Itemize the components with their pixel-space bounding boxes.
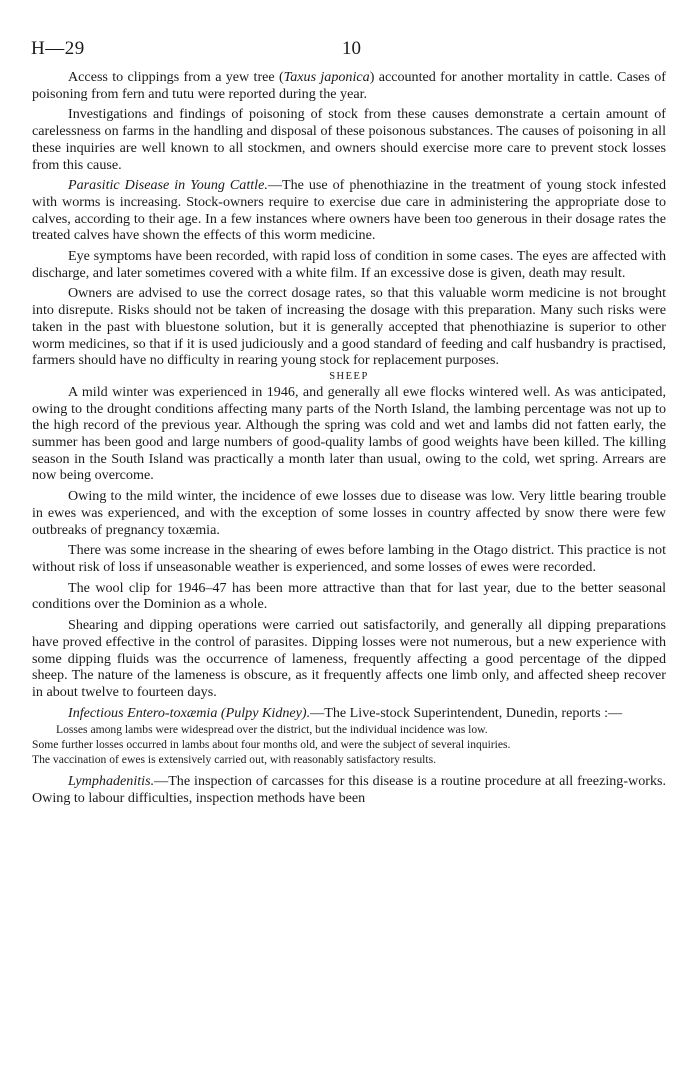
paragraph-mild-winter: A mild winter was experienced in 1946, and generally all ewe flocks wintered well. As was anticipated, owing to the drought conditions affecting many parts of the North Island, the lambing percentage was not up to the high record of the previous year. Although the spring was cold and wet and lambs did not fatten early, the summer has been good and large numbers of good-quality lambs of good weights have been killed. The killing season in the South Island was practically a month later than usual, owing to the cold, wet spring. Arrears are now being overcome.: [32, 383, 666, 484]
quote-line: Losses among lambs were widespread over the district, but the individual incidence was low.: [56, 723, 488, 737]
page-header: [31, 38, 669, 62]
paragraph-ewe-losses: Owing to the mild winter, the incidence of ewe losses due to disease was low. Very little bearing trouble in ewes was experienced, and with the exception of some losses in country affected by snow there were few outbreaks of pregnancy toxæmia.: [32, 488, 666, 538]
quote-line: Some further losses occurred in lambs about four months old, and were the subject of several inquiries.: [32, 737, 511, 751]
document-reference: H—29: [31, 38, 85, 59]
paragraph-eye-symptoms: Eye symptoms have been recorded, with rapid loss of condition in some cases. The eyes are affected with discharge, and later sometimes covered with a white film. If an excessive dose is given, death may result.: [32, 248, 666, 281]
body-text: [32, 69, 666, 811]
paragraph-yew-tree: Access to clippings from a yew tree (Taxus japonica) accounted for another mortality in cattle. Cases of poisoning from fern and tutu were reported during the year.: [32, 69, 666, 102]
paragraph-entero-toxaemia: Infectious Entero-toxæmia (Pulpy Kidney).—The Live-stock Superintendent, Dunedin, reports :—: [68, 704, 623, 721]
subheading-parasitic-disease: Parasitic Disease in Young Cattle.: [68, 177, 268, 194]
species-name: Taxus japonica: [283, 69, 370, 85]
subheading-lymphadenitis: Lymphadenitis.: [68, 773, 155, 790]
paragraph-dipping: Shearing and dipping operations were carried out satisfactorily, and generally all dipping preparations have proved effective in the control of parasites. Dipping losses were not numerous, but a new experience with some dipping fluids was the occurrence of lameness, frequently affecting a good percentage of the dipped sheep. The nature of the lameness is obscure, as it frequently affects one limb only, and affected sheep recover in about twelve to fourteen days.: [32, 617, 666, 700]
paragraph-investigations: Investigations and findings of poisoning of stock from these causes demonstrate a certain amount of carelessness on farms in the handling and disposal of these poisonous substances. The causes of poisoning in all these inquiries are well known to all stockmen, and owners should exercise more care to prevent stock losses from this cause.: [32, 106, 666, 173]
subheading-entero-toxaemia: Infectious Entero-toxæmia (Pulpy Kidney).: [68, 704, 311, 721]
section-heading-sheep: SHEEP: [329, 370, 369, 382]
paragraph-parasitic-disease: Parasitic Disease in Young Cattle.—The use of phenothiazine in the treatment of young stock infested with worms is increasing. Stock-owners require to exercise due care in administering the appropriate dose to calves, according to their age. In a few instances where owners have been too generous in their dosage rates the treated calves have shown the effects of this worm medicine.: [32, 177, 666, 244]
quoted-report: [32, 723, 666, 767]
paragraph-lymphadenitis: Lymphadenitis.—The inspection of carcasses for this disease is a routine procedure at all freezing-works. Owing to labour difficulties, inspection methods have been: [32, 773, 666, 806]
paragraph-shearing-ewes: There was some increase in the shearing of ewes before lambing in the Otago district. This practice is not without risk of loss if unseasonable weather is experienced, and some losses of ewes were recorded.: [32, 542, 666, 575]
page-number: 10: [342, 38, 361, 59]
quote-line: The vaccination of ewes is extensively carried out, with reasonably satisfactory results.: [32, 752, 437, 766]
paragraph-wool-clip: The wool clip for 1946–47 has been more attractive than that for last year, due to the better seasonal conditions over the Dominion as a whole.: [32, 579, 666, 613]
paragraph-dosage-advice: Owners are advised to use the correct dosage rates, so that this valuable worm medicine is not brought into disrepute. Risks should not be taken of increasing the dosage with this preparation. Many such risks were taken in the past with bluestone solution, but it is generally accepted that phenothiazine is superior to other worm medicines, so that if it is used judiciously and a good standard of feeding and calf husbandry is practised, farmers should have no difficulty in rearing young stock for replacement purposes.: [32, 285, 666, 369]
